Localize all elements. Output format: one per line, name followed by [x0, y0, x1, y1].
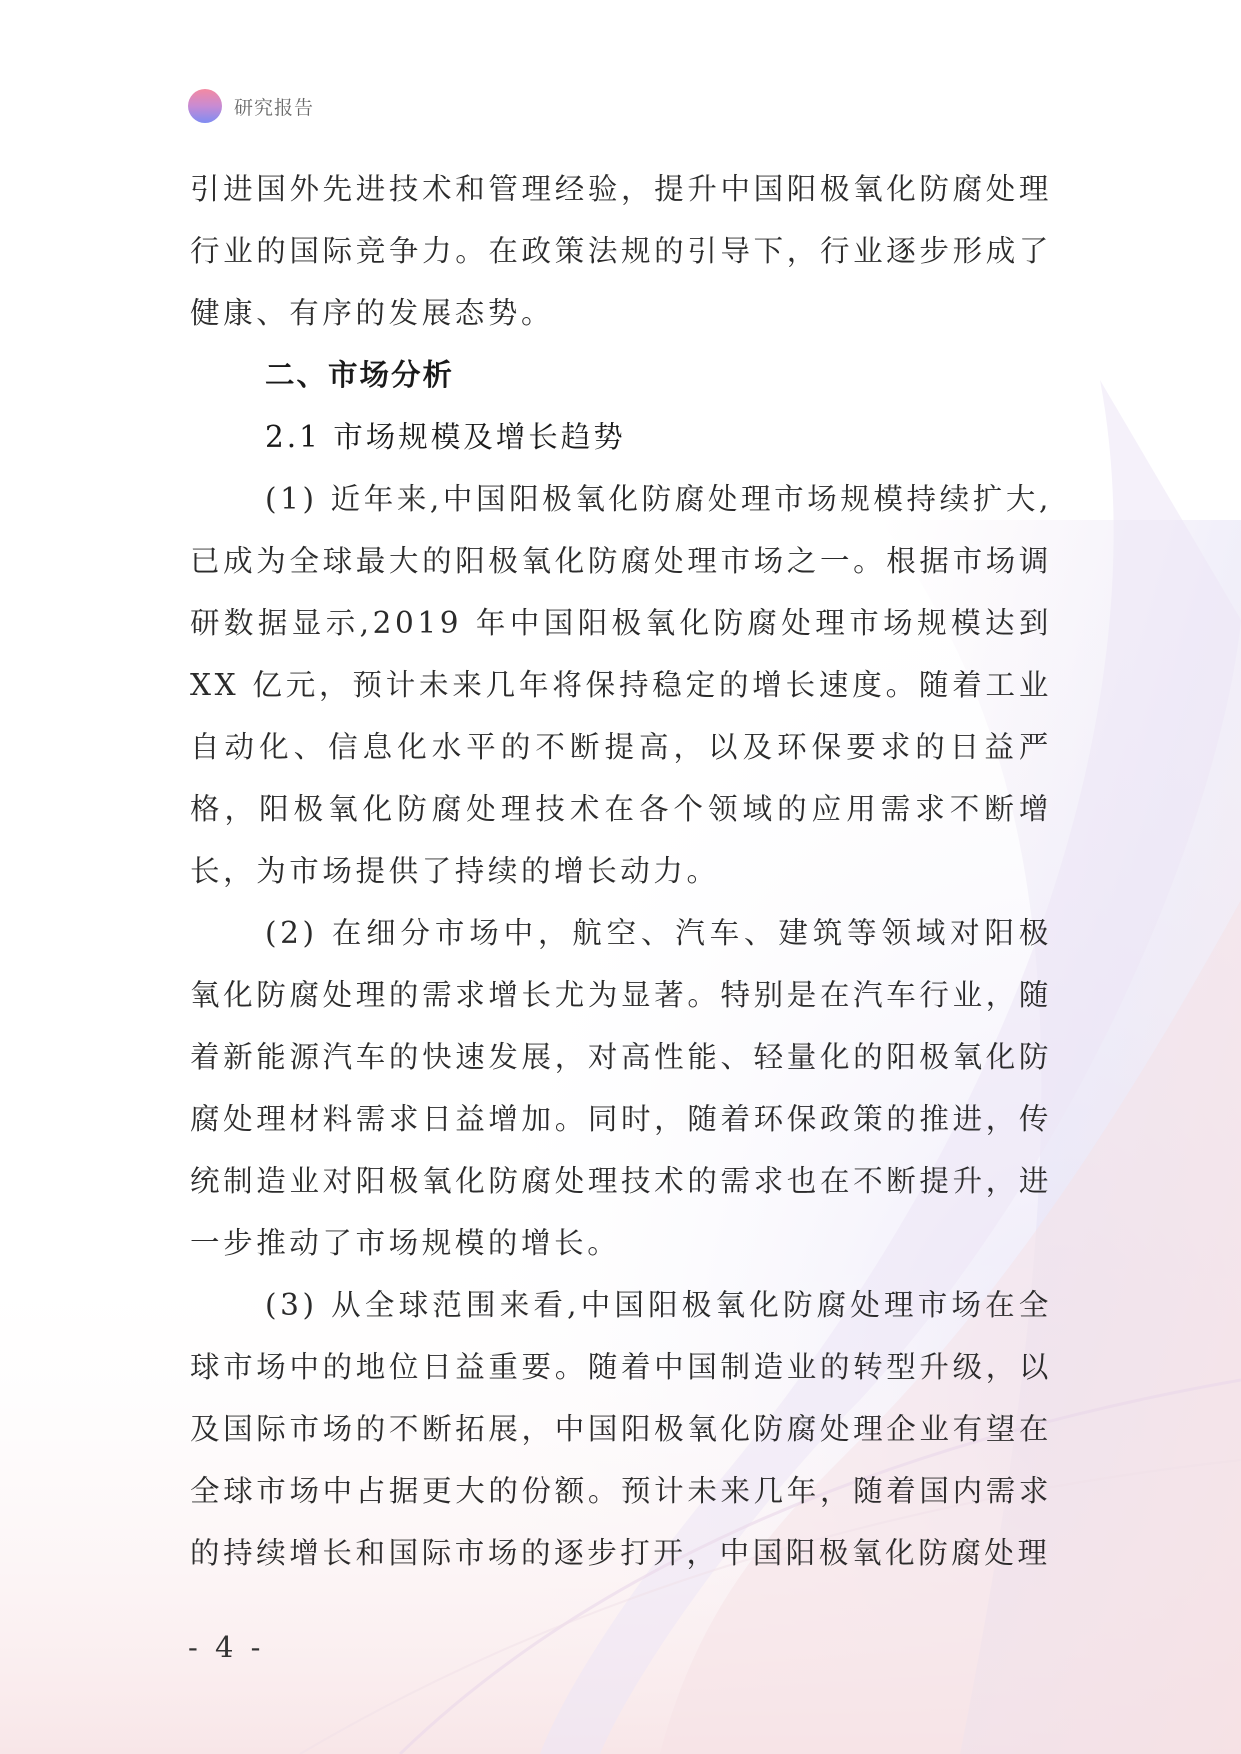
logo-circle-icon: [188, 89, 222, 123]
page-number: - 4 -: [188, 1630, 265, 1664]
page-header: [188, 88, 314, 124]
paragraph-2: (2) 在细分市场中，航空、汽车、建筑等领域对阳极氧化防腐处理的需求增长尤为显著。特别是在汽车行业，随着新能源汽车的快速发展，对高性能、轻量化的阳极氧化防腐处理材料需求日益增加。同时，随着环保政策的推进，传统制造业对阳极氧化防腐处理技术的需求也在不断提升，进一步推动了市场规模的增长。: [190, 916, 1052, 1260]
section-heading: 二、市场分析: [265, 358, 455, 392]
paragraph-3: (3) 从全球范围来看,中国阳极氧化防腐处理市场在全球市场中的地位日益重要。随着中国制造业的转型升级，以及国际市场的不断拓展，中国阳极氧化防腐处理企业有望在全球市场中占据更大的份额。预计未来几年，随着国内需求的持续增长和国际市场的逐步打开，中国阳极氧化防腐处理: [190, 1288, 1052, 1570]
subsection-heading: 2.1 市场规模及增长趋势: [265, 420, 626, 454]
paragraph-1: (1) 近年来,中国阳极氧化防腐处理市场规模持续扩大,已成为全球最大的阳极氧化防腐处理市场之一。根据市场调研数据显示,2019 年中国阳极氧化防腐处理市场规模达到 XX 亿元，预计未来几年将保持稳定的增长速度。随着工业自动化、信息化水平的不断提高，以及环保要求的日益严格，阳极氧化防腐处理技术在各个领域的应用需求不断增长，为市场提供了持续的增长动力。: [190, 482, 1052, 888]
paragraph-intro: 引进国外先进技术和管理经验，提升中国阳极氧化防腐处理行业的国际竞争力。在政策法规的引导下，行业逐步形成了健康、有序的发展态势。: [190, 172, 1052, 330]
document-body: [190, 158, 1052, 1584]
header-title: 研究报告: [234, 96, 315, 119]
